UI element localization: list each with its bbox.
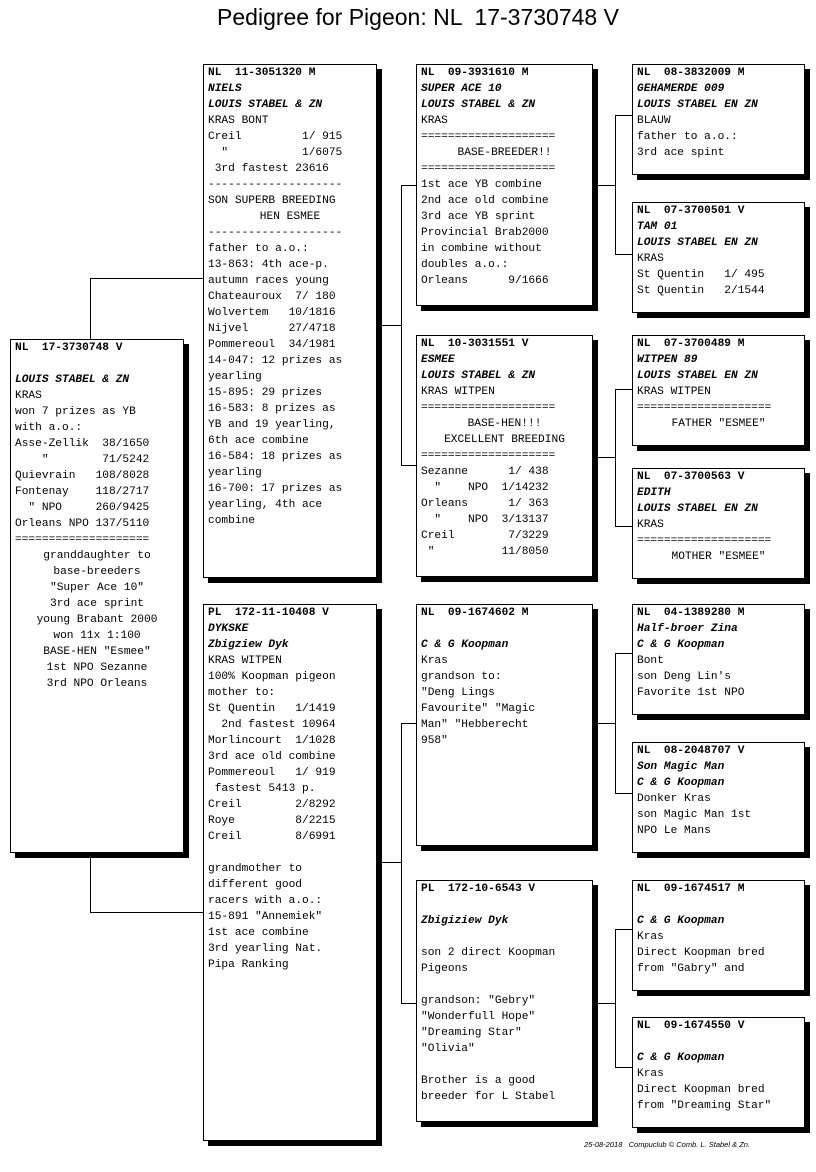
pigeon-details [421,81,588,289]
pedigree-line: -------------------- [208,179,343,191]
pigeon-card-dam-sire [416,604,593,846]
pigeon-details [637,81,800,161]
pedigree-line: 2nd ace old combine [421,195,549,207]
pedigree-line: KRAS [421,115,448,127]
pedigree-line: FATHER "ESMEE" [671,418,766,430]
pedigree-line: grandson: "Gebry" [421,995,536,1007]
pedigree-line: YB and 19 yearling, [208,419,336,431]
pedigree-line: DYKSKE [208,623,249,635]
ring-number: NL 10-3031551 V [421,338,529,350]
pigeon-card-ddd [632,1017,805,1128]
pedigree-line: St Quentin 1/1419 [208,703,336,715]
connector-line [615,115,616,254]
ring-number: NL 17-3730748 V [15,342,123,354]
pedigree-line [637,1034,800,1050]
pedigree-line: BASE-HEN "Esmee" [43,646,151,658]
pedigree-line: granddaughter to [43,550,151,562]
connector-line [615,254,633,255]
pedigree-line: Direct Koopman bred [637,947,765,959]
pigeon-details [637,219,800,299]
pedigree-line: grandson to: [421,671,502,683]
connector-line [401,1003,417,1004]
connector-line [598,1003,616,1004]
pedigree-line: " NPO 260/9425 [15,502,150,514]
pedigree-line: 3rd ace YB sprint [421,211,536,223]
pedigree-line: Provincial Brab2000 [421,227,549,239]
pigeon-details [421,352,588,560]
connector-line [598,185,616,186]
pedigree-line: 16-583: 8 prizes as [208,403,336,415]
ring-number: NL 09-1674550 V [637,1020,745,1032]
ring-number: NL 08-3832009 M [637,67,745,79]
pedigree-line: 3rd ace old combine [208,751,336,763]
pedigree-line: Sezanne 1/ 438 [421,466,549,478]
pedigree-line: Pipa Ranking [208,959,289,971]
connector-line [90,912,204,913]
pedigree-line: yearling [208,371,262,383]
pedigree-line: NIELS [208,83,242,95]
footer-credit: 25-08-2018 Compuclub © Comb. L. Stabel & Zn. [584,1140,751,1149]
pedigree-line: BASE-BREEDER!! [457,147,552,159]
pedigree-line: 13-863: 4th ace-p. [208,259,329,271]
pedigree-line: "Dreaming Star" [421,1027,522,1039]
pedigree-line: yearling [208,467,262,479]
pigeon-details [421,621,588,749]
pedigree-line: 16-584: 18 prizes as [208,451,343,463]
ring-number: PL 172-11-10408 V [208,607,329,619]
pedigree-line: Quievrain 108/8028 [15,470,150,482]
ring-number: NL 11-3051320 M [208,67,316,79]
ring-number: PL 172-10-6543 V [421,883,536,895]
pedigree-line: LOUIS STABEL & ZN [208,99,323,111]
pedigree-line: 3rd yearling Nat. [208,943,323,955]
pedigree-line: NPO Le Mans [637,825,711,837]
connector-line [615,929,633,930]
pedigree-line: 3rd fastest 23616 [208,163,329,175]
pedigree-line: racers with a.o.: [208,895,323,907]
pigeon-card-dss [632,604,805,715]
pedigree-line: ==================== [421,402,556,414]
pedigree-line: mother to: [208,687,276,699]
pedigree-line: LOUIS STABEL & ZN [15,374,130,386]
pedigree-line: LOUIS STABEL & ZN [421,99,536,111]
ring-number: NL 09-1674517 M [637,883,745,895]
pigeon-card-sire-dam [416,335,593,577]
pedigree-line: different good [208,879,302,891]
pedigree-line [421,621,588,637]
pedigree-line [421,977,588,993]
pedigree-line: KRAS WITPEN [421,386,495,398]
pedigree-line: EDITH [637,487,671,499]
connector-line [401,465,417,466]
connector-line [615,793,633,794]
pigeon-details [637,485,800,565]
pigeon-details [637,621,800,701]
pedigree-line: "Wonderfull Hope" [421,1011,536,1023]
pedigree-line: C & G Koopman [637,1052,725,1064]
pedigree-line: KRAS WITPEN [637,386,711,398]
pedigree-line: Donker Kras [637,793,711,805]
pedigree-line: 3rd ace spint [637,147,725,159]
pedigree-line: breeder for L Stabel [421,1091,556,1103]
pedigree-line: doubles a.o.: [421,259,509,271]
pigeon-card-ssd [632,202,805,313]
pedigree-line: "Olivia" [421,1043,475,1055]
pigeon-card-subject [10,339,184,853]
pedigree-line: 15-895: 29 prizes [208,387,323,399]
pedigree-line: 16-700: 17 prizes as [208,483,343,495]
pedigree-line: 1st ace YB combine [421,179,542,191]
pedigree-line: ==================== [421,131,556,143]
connector-line [401,185,417,186]
pedigree-line: " 11/8050 [421,546,549,558]
pedigree-line: GEHAMERDE 009 [637,83,725,95]
pedigree-line: " 71/5242 [15,454,150,466]
pedigree-line: Creil 8/6991 [208,831,336,843]
pedigree-line: Man" "Hebberecht [421,719,529,731]
pedigree-line [421,1057,588,1073]
connector-line [401,723,402,1003]
pedigree-line: KRAS WITPEN [208,655,282,667]
pedigree-line: BLAUW [637,115,671,127]
pedigree-line [421,929,588,945]
pedigree-line: from "Gabry" and [637,963,745,975]
connector-line [615,653,616,793]
pigeon-card-dam-dam [416,880,593,1122]
pedigree-line: Pigeons [421,963,468,975]
pedigree-line: 1st NPO Sezanne [46,662,148,674]
ring-number: NL 08-2048707 V [637,745,745,757]
pedigree-line: C & G Koopman [637,777,725,789]
pedigree-line: won 11x 1:100 [53,630,141,642]
pigeon-card-sds [632,335,805,446]
connector-line [382,325,402,326]
pedigree-line: Favourite" "Magic [421,703,536,715]
pedigree-line: ESMEE [421,354,455,366]
pigeon-card-dam [203,604,377,1141]
pedigree-line: C & G Koopman [637,639,725,651]
pedigree-line: son 2 direct Koopman [421,947,556,959]
pedigree-line: BASE-HEN!!! [467,418,542,430]
page-title: Pedigree for Pigeon: NL 17-3730748 V [217,4,619,30]
pedigree-line: fastest 5413 p. [208,783,316,795]
pedigree-line: Creil 7/3229 [421,530,549,542]
pedigree-line: Orleans 9/1666 [421,275,549,287]
pedigree-line: young Brabant 2000 [36,614,158,626]
pigeon-details [208,621,372,973]
pigeon-details [637,1034,800,1114]
pedigree-line: Creil 1/ 915 [208,131,343,143]
pedigree-line: 6th ace combine [208,435,309,447]
pedigree-line: LOUIS STABEL EN ZN [637,503,758,515]
connector-line [598,457,616,458]
pedigree-line: Creil 2/8292 [208,799,336,811]
pigeon-card-dsd [632,742,805,853]
pedigree-line: 2nd fastest 10964 [208,719,336,731]
connector-line [615,653,633,654]
pigeon-details [15,356,179,692]
pedigree-line: ==================== [637,402,772,414]
connector-line [382,862,402,863]
pedigree-line: C & G Koopman [637,915,725,927]
pedigree-line: SON SUPERB BREEDING [208,195,336,207]
pedigree-line: ==================== [637,535,772,547]
pedigree-line: Zbigiziew Dyk [421,915,509,927]
pedigree-line: won 7 prizes as YB [15,406,136,418]
pedigree-line: with a.o.: [15,422,83,434]
ring-number: NL 09-1674602 M [421,607,529,619]
pedigree-line: LOUIS STABEL EN ZN [637,370,758,382]
pigeon-card-sdd [632,468,805,579]
pedigree-line: -------------------- [208,227,343,239]
pedigree-line: Favorite 1st NPO [637,687,745,699]
pedigree-line: "Super Ace 10" [50,582,144,594]
pedigree-line: father to a.o.: [208,243,309,255]
pedigree-line: Chateauroux 7/ 180 [208,291,336,303]
pedigree-line: Kras [637,1068,664,1080]
pedigree-line: Roye 8/2215 [208,815,336,827]
pigeon-card-sss [632,64,805,175]
pigeon-details [208,81,372,529]
pigeon-details [637,352,800,432]
pedigree-line: father to a.o.: [637,131,738,143]
ring-number: NL 07-3700501 V [637,205,745,217]
pedigree-line: Pommereoul 1/ 919 [208,767,336,779]
pedigree-line: 14-047: 12 prizes as [208,355,343,367]
pedigree-line: WITPEN 89 [637,354,698,366]
ring-number: NL 04-1389280 M [637,607,745,619]
pedigree-line: KRAS [637,253,664,265]
pedigree-line: KRAS [637,519,664,531]
pedigree-line: son Magic Man 1st [637,809,752,821]
pedigree-line: TAM 01 [637,221,678,233]
pedigree-line: Pommereoul 34/1981 [208,339,336,351]
connector-line [615,526,633,527]
pedigree-line: SUPER ACE 10 [421,83,502,95]
pedigree-line: Half-broer Zina [637,623,738,635]
connector-line [90,853,91,913]
pedigree-line: combine [208,515,255,527]
pedigree-line: Brother is a good [421,1075,536,1087]
pedigree-line [15,356,179,372]
connector-line [615,115,633,116]
pedigree-line: " 1/6075 [208,147,343,159]
pedigree-line: Direct Koopman bred [637,1084,765,1096]
pedigree-line: LOUIS STABEL EN ZN [637,99,758,111]
pedigree-line: Son Magic Man [637,761,725,773]
pigeon-card-sire [203,64,377,578]
pedigree-line: 3rd NPO Orleans [46,678,148,690]
pedigree-line: C & G Koopman [421,639,509,651]
pedigree-line: EXCELLENT BREEDING [444,434,565,446]
pedigree-line: in combine without [421,243,542,255]
pedigree-line: "Deng Lings [421,687,495,699]
ring-number: NL 09-3931610 M [421,67,529,79]
pigeon-details [637,759,800,839]
pedigree-line: 3rd ace sprint [50,598,144,610]
pedigree-line [421,897,588,913]
pedigree-line: Morlincourt 1/1028 [208,735,336,747]
connector-line [615,389,616,526]
ring-number: NL 07-3700563 V [637,471,745,483]
pedigree-line: 100% Koopman pigeon [208,671,336,683]
pedigree-line: ==================== [15,534,150,546]
pedigree-line: KRAS BONT [208,115,269,127]
pedigree-line: grandmother to [208,863,302,875]
ring-number: NL 07-3700489 M [637,338,745,350]
pedigree-line: MOTHER "ESMEE" [671,551,766,563]
pedigree-line: LOUIS STABEL & ZN [421,370,536,382]
pedigree-line: yearling, 4th ace [208,499,323,511]
pedigree-line: Nijvel 27/4718 [208,323,336,335]
pedigree-line: 15-891 "Annemiek" [208,911,323,923]
pedigree-line: Kras [637,931,664,943]
pedigree-line: KRAS [15,390,42,402]
pedigree-line: St Quentin 1/ 495 [637,269,765,281]
pedigree-line: 1st ace combine [208,927,309,939]
connector-line [615,1067,633,1068]
pigeon-card-dds [632,880,805,991]
pedigree-line: Orleans NPO 137/5110 [15,518,150,530]
pedigree-line: " NPO 3/13137 [421,514,549,526]
pedigree-line: Zbigziew Dyk [208,639,289,651]
pedigree-line: Fontenay 118/2717 [15,486,150,498]
pedigree-line [208,845,372,861]
pedigree-line: Orleans 1/ 363 [421,498,549,510]
pedigree-line: autumn races young [208,275,329,287]
pedigree-line: Bont [637,655,664,667]
pedigree-line: son Deng Lin's [637,671,731,683]
pedigree-line: Wolvertem 10/1816 [208,307,336,319]
connector-line [90,278,204,279]
pedigree-line: base-breeders [53,566,141,578]
pedigree-line [637,897,800,913]
pedigree-line: HEN ESMEE [259,211,321,223]
pedigree-line: Kras [421,655,448,667]
connector-line [401,185,402,465]
pigeon-details [421,897,588,1105]
pigeon-details [637,897,800,977]
connector-line [615,929,616,1067]
pedigree-line: from "Dreaming Star" [637,1100,772,1112]
pedigree-line: 958" [421,735,448,747]
pedigree-line: " NPO 1/14232 [421,482,549,494]
connector-line [598,723,616,724]
connector-line [615,389,633,390]
pigeon-card-sire-sire [416,64,593,306]
connector-line [401,723,417,724]
pedigree-line: ==================== [421,450,556,462]
pedigree-line: Asse-Zellik 38/1650 [15,438,150,450]
pedigree-line: LOUIS STABEL EN ZN [637,237,758,249]
pedigree-line: ==================== [421,163,556,175]
connector-line [90,278,91,340]
pedigree-line: St Quentin 2/1544 [637,285,765,297]
